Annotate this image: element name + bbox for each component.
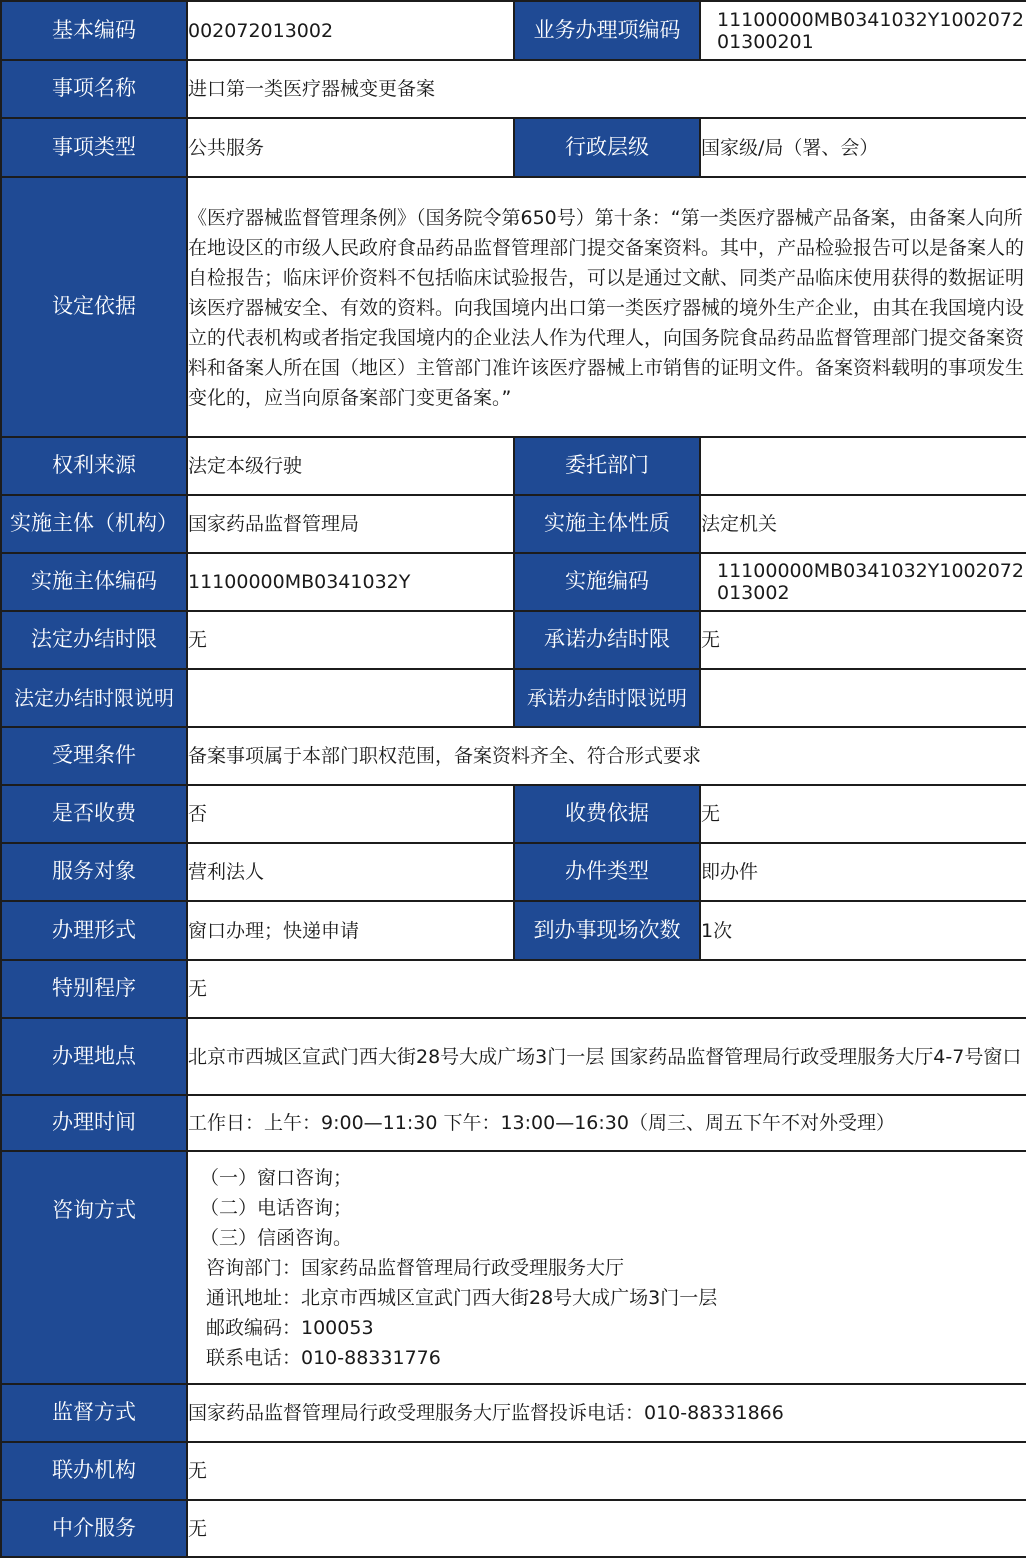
- entrusted-dept-label: 委托部门: [514, 437, 700, 495]
- table-row: [1, 1384, 1026, 1442]
- table-row: [1, 1500, 1026, 1557]
- legal-limit-desc-label: 法定办结时限说明: [1, 669, 187, 727]
- acceptance-label: 受理条件: [1, 727, 187, 785]
- visits-label: 到办事现场次数: [514, 901, 700, 960]
- table-row: [1, 1095, 1026, 1151]
- right-source-label: 权利来源: [1, 437, 187, 495]
- legal-basis-label: 设定依据: [1, 177, 187, 437]
- table-row: [1, 1442, 1026, 1500]
- entrusted-dept-value: [700, 437, 1026, 495]
- legal-limit-value: 无: [187, 611, 514, 669]
- charge-basis-value: 无: [700, 785, 1026, 843]
- consult-line: 通讯地址：北京市西城区宣武门西大街28号大成广场3门一层: [206, 1286, 718, 1309]
- joint-agency-label: 联办机构: [1, 1442, 187, 1500]
- table-row: [1, 60, 1026, 118]
- basic-code-value: 002072013002: [187, 1, 514, 60]
- promised-limit-label: 承诺办结时限: [514, 611, 700, 669]
- supervision-label: 监督方式: [1, 1384, 187, 1442]
- impl-subject-value: 国家药品监督管理局: [187, 495, 514, 553]
- table-row: [1, 1151, 1026, 1384]
- table-row: [1, 553, 1026, 611]
- table-row: [1, 495, 1026, 553]
- consult-line: （三）信函咨询。: [200, 1226, 353, 1249]
- case-type-value: 即办件: [700, 843, 1026, 901]
- legal-basis-value: 《医疗器械监督管理条例》（国务院令第650号）第十条：“第一类医疗器械产品备案，由备案人向所在地设区的市级人民政府食品药品监督管理部门提交备案资料。其中，产品检验报告可以是备案人的自检报告；临床评价资料不包括临床试验报告，可以是通过文献、同类产品临床使用获得的数据证明该医疗器械安全、有效的资料。向我国境内出口第一类医疗器械的境外生产企业，由其在我国境内设立的代表机构或者指定我国境内的企业法人作为代理人，向国务院食品药品监督管理部门提交备案资料和备案人所在国（地区）主管部门准许该医疗器械上市销售的证明文件。备案资料载明的事项发生变化的，应当向原备案部门变更备案。”: [187, 177, 1026, 437]
- business-code-text: 11100000MB0341032Y100207201300201: [717, 8, 1024, 53]
- table-row: [1, 960, 1026, 1018]
- charge-label: 是否收费: [1, 785, 187, 843]
- hours-value: 工作日：上午：9:00—11:30 下午：13:00—16:30（周三、周五下午不对外受理）: [187, 1095, 1026, 1151]
- case-type-label: 办件类型: [514, 843, 700, 901]
- item-name-value: 进口第一类医疗器械变更备案: [187, 60, 1026, 118]
- business-code-value: [700, 1, 1026, 60]
- impl-subject-label: 实施主体（机构）: [1, 495, 187, 553]
- intermediary-label: 中介服务: [1, 1500, 187, 1557]
- admin-level-label: 行政层级: [514, 118, 700, 177]
- table-row: [1, 669, 1026, 727]
- table-row: [1, 727, 1026, 785]
- handling-form-value: 窗口办理；快递申请: [187, 901, 514, 960]
- table-row: [1, 611, 1026, 669]
- impl-code-value: [700, 553, 1026, 611]
- table-row: [1, 1, 1026, 60]
- promised-limit-value: 无: [700, 611, 1026, 669]
- promised-limit-desc-label: 承诺办结时限说明: [514, 669, 700, 727]
- special-procedure-label: 特别程序: [1, 960, 187, 1018]
- location-value: 北京市西城区宣武门西大街28号大成广场3门一层 国家药品监督管理局行政受理服务大厅4-7号窗口: [187, 1018, 1026, 1095]
- charge-basis-label: 收费依据: [514, 785, 700, 843]
- impl-nature-label: 实施主体性质: [514, 495, 700, 553]
- table-row: [1, 437, 1026, 495]
- legal-limit-label: 法定办结时限: [1, 611, 187, 669]
- acceptance-value: 备案事项属于本部门职权范围，备案资料齐全、符合形式要求: [187, 727, 1026, 785]
- supervision-value: 国家药品监督管理局行政受理服务大厅监督投诉电话：010-88331866: [187, 1384, 1026, 1442]
- impl-subject-code-label: 实施主体编码: [1, 553, 187, 611]
- impl-nature-value: 法定机关: [700, 495, 1026, 553]
- right-source-value: 法定本级行驶: [187, 437, 514, 495]
- hours-label: 办理时间: [1, 1095, 187, 1151]
- item-name-label: 事项名称: [1, 60, 187, 118]
- business-code-label: 业务办理项编码: [514, 1, 700, 60]
- service-object-value: 营利法人: [187, 843, 514, 901]
- consult-line: 联系电话：010-88331776: [206, 1346, 441, 1369]
- joint-agency-value: 无: [187, 1442, 1026, 1500]
- table-row: [1, 901, 1026, 960]
- visits-value: 1次: [700, 901, 1026, 960]
- impl-subject-code-value: 11100000MB0341032Y: [187, 553, 514, 611]
- table-row: [1, 177, 1026, 437]
- consult-label: 咨询方式: [1, 1151, 187, 1384]
- basic-code-label: 基本编码: [1, 1, 187, 60]
- consult-line: （二）电话咨询；: [200, 1196, 353, 1219]
- handling-form-label: 办理形式: [1, 901, 187, 960]
- table-row: [1, 118, 1026, 177]
- consult-line: 咨询部门：国家药品监督管理局行政受理服务大厅: [206, 1256, 625, 1279]
- location-label: 办理地点: [1, 1018, 187, 1095]
- table-row: [1, 785, 1026, 843]
- promised-limit-desc-value: [700, 669, 1026, 727]
- table-row: [1, 843, 1026, 901]
- table-row: [1, 1018, 1026, 1095]
- service-object-label: 服务对象: [1, 843, 187, 901]
- item-type-value: 公共服务: [187, 118, 514, 177]
- charge-value: 否: [187, 785, 514, 843]
- legal-limit-desc-value: [187, 669, 514, 727]
- admin-level-value: 国家级/局（署、会）: [700, 118, 1026, 177]
- impl-code-text: 11100000MB0341032Y1002072013002: [717, 560, 1024, 604]
- special-procedure-value: 无: [187, 960, 1026, 1018]
- item-type-label: 事项类型: [1, 118, 187, 177]
- consult-line: 邮政编码：100053: [206, 1316, 374, 1339]
- impl-code-label: 实施编码: [514, 553, 700, 611]
- consult-line: （一）窗口咨询；: [200, 1166, 353, 1189]
- intermediary-value: 无: [187, 1500, 1026, 1557]
- consult-value: [187, 1151, 1026, 1384]
